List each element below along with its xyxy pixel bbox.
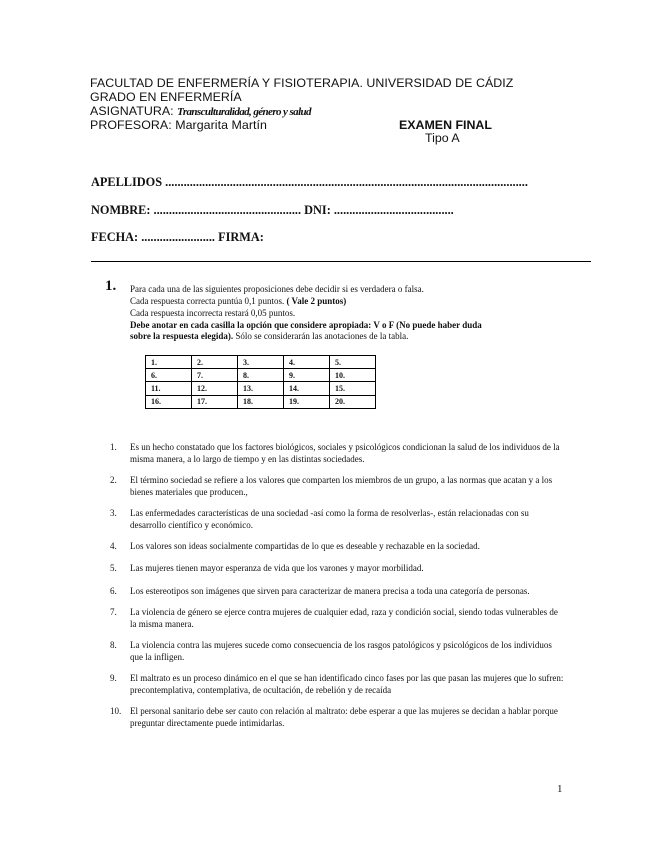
statement-text: El término sociedad se refiere a los valores que comparten los miembros de un grupo, a las normas que acatan y a los bienes materiales que producen., [130, 475, 553, 497]
date-signature-field[interactable]: FECHA: ........................ FIRMA: [91, 230, 264, 244]
name-dni-field[interactable]: NOMBRE: ................................................ DNI: ....................................... [91, 203, 454, 217]
surnames-field[interactable]: APELLIDOS ...................................................................................................................... [91, 175, 528, 189]
answer-cell[interactable]: 4. [284, 356, 330, 369]
exam-type: Tipo A [425, 131, 460, 145]
instruction-line-2-plain: Cada respuesta correcta puntúa 0,1 puntos. [130, 296, 287, 306]
answer-cell[interactable]: 17. [192, 395, 238, 408]
statement-text: Los estereotipos son imágenes que sirven para caracterizar de manera precisa a toda una categoría de personas. [130, 586, 530, 596]
statement-number: 9. [110, 673, 117, 683]
answer-row [146, 356, 376, 369]
page-number: 1 [557, 783, 563, 795]
subject-line [90, 104, 311, 119]
answer-cell[interactable]: 20. [330, 395, 376, 408]
teacher-line: PROFESORA: Margarita Martín [90, 118, 267, 132]
instruction-line-5 [130, 331, 408, 341]
header-divider [91, 261, 591, 262]
statement-number: 5. [110, 563, 117, 573]
answer-cell[interactable]: 18. [238, 395, 284, 408]
statement-text: Es un hecho constatado que los factores biológicos, sociales y psicológicos condicionan la salud de los individuos de la misma manera, a lo largo de tiempo y en las distintas sociedades. [130, 442, 560, 464]
answer-cell[interactable]: 15. [330, 382, 376, 395]
instruction-line-3: Cada respuesta incorrecta restará 0,05 puntos. [130, 308, 296, 318]
statement-number: 8. [110, 640, 117, 650]
statement-number: 10. [110, 706, 122, 716]
subject-label: ASIGNATURA: [90, 104, 174, 118]
answer-cell[interactable]: 11. [146, 382, 192, 395]
subject-value: Transculturalidad, género y salud [177, 106, 311, 118]
answer-cell[interactable]: 13. [238, 382, 284, 395]
answer-cell[interactable]: 3. [238, 356, 284, 369]
statement-text: Las mujeres tienen mayor esperanza de vida que los varones y mayor morbilidad. [130, 563, 424, 573]
statement-text: La violencia de género se ejerce contra mujeres de cualquier edad, raza y condición social, siendo todas vulnerables de la misma manera. [130, 607, 558, 629]
answer-cell[interactable]: 16. [146, 395, 192, 408]
answer-cell[interactable]: 19. [284, 395, 330, 408]
statement-text: Las enfermedades características de una sociedad -así como la forma de resolverlas-, están relacionadas con su desarrollo científico y económico. [130, 508, 529, 530]
degree-line: GRADO EN ENFERMERÍA [90, 90, 242, 104]
answer-row [146, 382, 376, 395]
instruction-line-5-bold: sobre la respuesta elegida). [130, 331, 234, 341]
instruction-line-1: Para cada una de las siguientes proposiciones debe decidir si es verdadera o falsa. [130, 284, 424, 294]
answer-cell[interactable]: 5. [330, 356, 376, 369]
answer-cell[interactable]: 9. [284, 369, 330, 382]
statement-number: 2. [110, 475, 117, 485]
answer-cell[interactable]: 7. [192, 369, 238, 382]
answer-cell[interactable]: 1. [146, 356, 192, 369]
statement-text: El maltrato es un proceso dinámico en el que se han identificado cinco fases por las que pasan las mujeres que lo sufren: precontemplativa, contemplativa, de ocultación, de rebelión y de recaída [130, 673, 564, 695]
answer-row [146, 395, 376, 408]
statement-text: Los valores son ideas socialmente compartidas de lo que es deseable y rechazable en la sociedad. [130, 541, 480, 551]
question-number: 1. [105, 278, 117, 294]
answer-cell[interactable]: 6. [146, 369, 192, 382]
answer-cell[interactable]: 8. [238, 369, 284, 382]
instruction-line-2 [130, 296, 346, 306]
exam-title: EXAMEN FINAL [399, 118, 492, 132]
faculty-line: FACULTAD DE ENFERMERÍA Y FISIOTERAPIA. UNIVERSIDAD DE CÁDIZ [90, 76, 514, 90]
statement-number: 1. [110, 442, 117, 452]
answer-cell[interactable]: 10. [330, 369, 376, 382]
instruction-line-2-bold: ( Vale 2 puntos) [286, 296, 347, 306]
statement-text: La violencia contra las mujeres sucede como consecuencia de los rasgos patológicos y psicológicos de los individuos que la infligen. [130, 640, 552, 662]
answer-cell[interactable]: 14. [284, 382, 330, 395]
instruction-line-4-bold: Debe anotar en cada casilla la opción que considere apropiada: V o F (No puede haber duda [130, 320, 482, 330]
statement-number: 4. [110, 541, 117, 551]
answer-grid [145, 355, 376, 409]
answer-row [146, 369, 376, 382]
answer-cell[interactable]: 2. [192, 356, 238, 369]
answer-cell[interactable]: 12. [192, 382, 238, 395]
statement-text: El personal sanitario debe ser cauto con relación al maltrato: debe esperar a que las mujeres se decidan a hablar porque preguntar directamente puede intimidarlas. [130, 706, 558, 728]
instruction-line-4 [130, 320, 482, 330]
statement-number: 6. [110, 586, 117, 596]
statement-number: 7. [110, 607, 117, 617]
statement-number: 3. [110, 508, 117, 518]
instruction-line-5-plain: Sólo se considerarán las anotaciones de la tabla. [233, 331, 409, 341]
